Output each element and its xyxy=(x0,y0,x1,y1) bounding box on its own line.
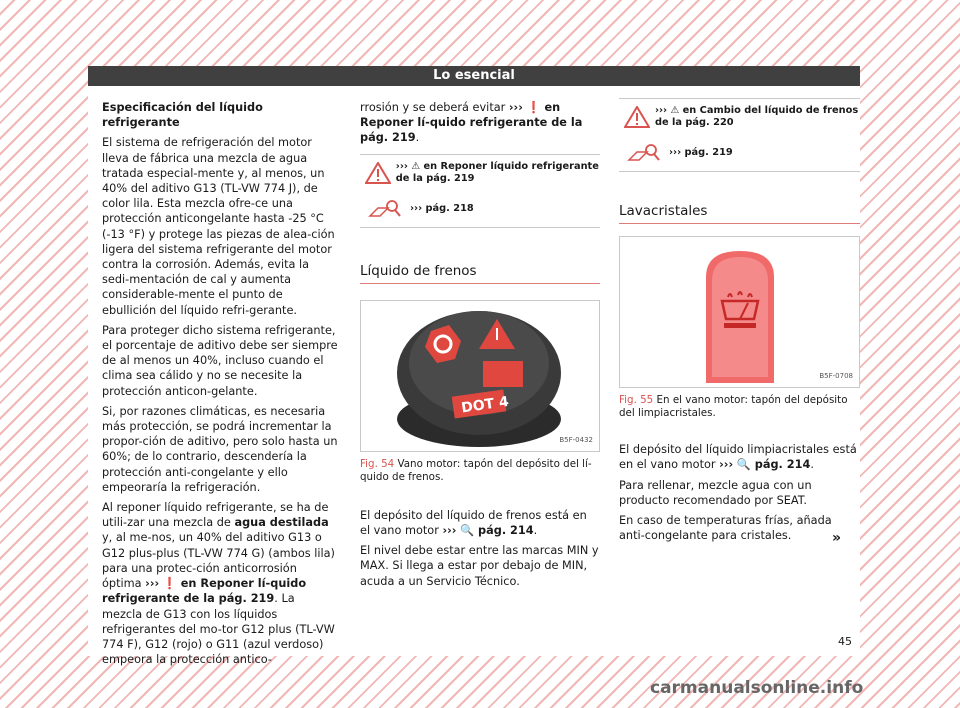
section-title-washer: Lavacristales xyxy=(619,204,860,224)
search-icon: 🔍 xyxy=(736,458,751,472)
column-2 xyxy=(360,100,600,594)
info-row xyxy=(619,135,860,171)
section-heading-refrigerant: Especificación del líquido refrigerante xyxy=(102,101,263,130)
page-ref-link[interactable]: pág. 214 xyxy=(750,458,811,472)
warning-triangle-icon xyxy=(365,162,391,184)
paragraph: El sistema de refrigeración del motor lleva de fábrica una mezcla de agua tratada especial-mente y, al menos, un 40% del aditivo G13 (TL-VW 774 J), de color lila. Esta mezcla ofre-ce una protección anticongelante hasta -25 °C (-13 °F) y protege las piezas de alea-ción ligera del sistema refrigerante del motor contra la corrosión. Además, evita la sedi-mentación de cal y aumenta considerable-mente el punto de ebullición del líquido refri-gerante. xyxy=(102,136,335,317)
book-search-icon xyxy=(368,198,402,220)
column-3 xyxy=(619,98,860,548)
paragraph: Al reponer líquido refrigerante, se ha de utili-zar una mezcla de agua destilada y, al me-nos, un 40% del aditivo G13 o G12 plus-plus (TL-VW 774 G) (ambos lila) para una protec-ción anticorrosión óptima ››› ❗ en Reponer lí-quido refrigerante de la pág. 219. La mezcla de G13 con los líquidos refrigerantes del mo-tor G12 plus (TL-VW 774 F), G12 (rojo) o G11 (azul verdoso) empeora la protección antico- xyxy=(102,501,335,667)
warning-ref-link[interactable]: ››› ⚠ en Cambio del líquido de frenos de la pág. 220 xyxy=(654,105,859,128)
warning-triangle-icon xyxy=(624,106,650,128)
info-icon: ❗ xyxy=(162,577,177,591)
continued-marker: » xyxy=(832,530,842,546)
search-icon: 🔍 xyxy=(460,524,475,538)
warning-ref-link[interactable]: ››› ⚠ en Reponer líquido refrigerante de la pág. 219 xyxy=(395,160,599,184)
paragraph: Para proteger dicho sistema refrigerante, el porcentaje de aditivo debe ser siempre de al menos un 40%, incluso cuando el clima sea cálido y no se necesite la protección anticon-gelante. xyxy=(102,323,338,398)
warning-row xyxy=(360,155,600,191)
cross-ref-link[interactable]: en Reponer lí-quido refrigerante de la pág. 219 xyxy=(360,101,583,145)
info-row xyxy=(360,191,600,227)
figure-caption: Fig. 54 Vano motor: tapón del depósito del lí-quido de frenos. xyxy=(360,457,592,483)
paragraph: En caso de temperaturas frías, añada anti-congelante para cristales. xyxy=(619,514,832,543)
figure-washer-cap xyxy=(619,236,860,388)
washer-cap-image xyxy=(620,237,859,387)
dot4-label: DOT 4 xyxy=(460,393,510,417)
page-ref-link[interactable]: ››› pág. 218 xyxy=(410,202,474,214)
paragraph: El depósito del líquido de frenos está en el vano motor ››› 🔍 pág. 214. xyxy=(360,508,587,538)
cross-ref-arrow: ››› xyxy=(145,577,160,591)
brake-fluid-cap-image xyxy=(361,301,599,451)
warning-box xyxy=(619,98,860,172)
book-search-icon xyxy=(627,142,661,164)
info-icon: ❗ xyxy=(526,101,541,114)
figure-brake-fluid-cap xyxy=(360,300,600,452)
paragraph: rrosión y se deberá evitar ››› ❗ en Reponer lí-quido refrigerante de la pág. 219. xyxy=(360,101,583,145)
paragraph: El nivel debe estar entre las marcas MIN y MAX. Si llega a estar por debajo de MIN, acuda a un Servicio Técnico. xyxy=(360,544,599,588)
page-ref-link[interactable]: pág. 214 xyxy=(474,524,534,538)
paragraph: Si, por razones climáticas, es necesaria más protección, se podrá incrementar la propor-ción de aditivo, pero solo hasta un 60%; de lo contrario, descendería la protección anti-congelante y ello empeoraría la refrigeración. xyxy=(102,404,338,494)
figure-code: B5F-0708 xyxy=(819,372,853,380)
section-title-brake-fluid: Líquido de frenos xyxy=(360,264,600,284)
page-ref-link[interactable]: ››› pág. 219 xyxy=(669,147,733,158)
warning-box xyxy=(360,154,600,228)
page-number: 45 xyxy=(838,635,852,648)
figure-code: B5F-0432 xyxy=(559,435,593,444)
figure-caption: Fig. 55 En el vano motor: tapón del depósito del limpiacristales. xyxy=(619,394,848,420)
page-header: Lo esencial xyxy=(88,66,860,86)
column-1 xyxy=(102,100,338,672)
warning-row xyxy=(619,99,860,135)
cross-ref-link[interactable]: en Reponer lí-quido refrigerante de la pág. 219 xyxy=(102,577,307,606)
paragraph: El depósito del líquido limpiacristales está en el vano motor ››› 🔍 pág. 214. xyxy=(619,443,857,472)
watermark: carmanualsonline.info xyxy=(650,678,864,698)
paragraph: Para rellenar, mezcle agua con un producto recomendado por SEAT. xyxy=(619,478,812,507)
